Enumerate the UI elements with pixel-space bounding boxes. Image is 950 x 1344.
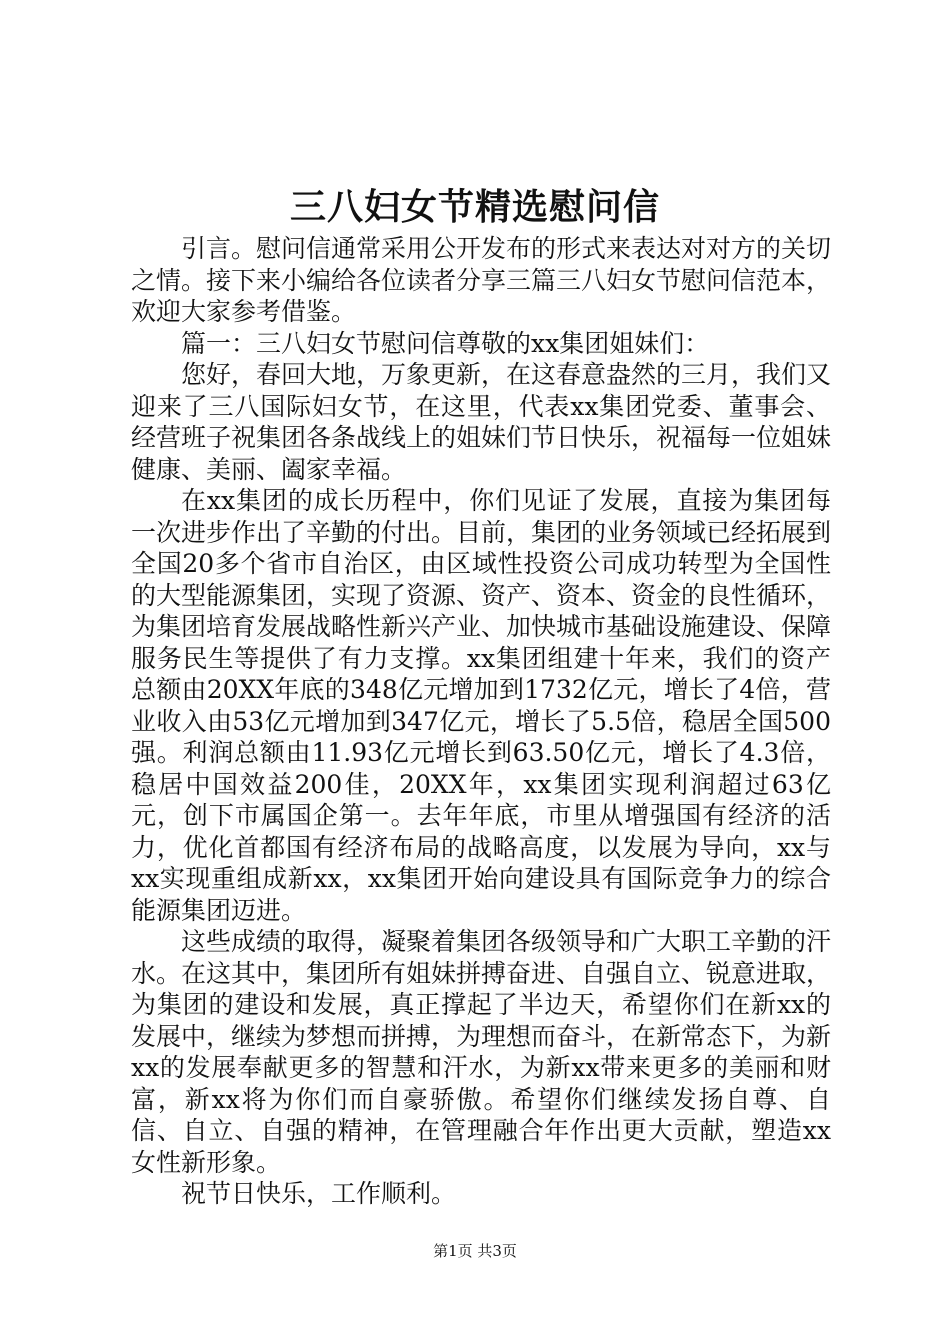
paragraph-appreciation: 这些成绩的取得，凝聚着集团各级领导和广大职工辛勤的汗水。在这其中，集团所有姐妹拼搏奋进、自强自立、锐意进取，为集团的建设和发展，真正撑起了半边天，希望你们在新xx的发展中，继续为梦想而拼搏，为理想而奋斗，在新常态下，为新xx的发展奉献更多的智慧和汗水，为新xx带来更多的美丽和财富，新xx将为你们而自豪骄傲。希望你们继续发扬自尊、自信、自立、自强的精神，在管理融合年作出更大贡献，塑造xx女性新形象。 (131, 927, 832, 1177)
page-number-footer: 第1页 共3页 (433, 1242, 517, 1260)
paragraph-intro: 引言。慰问信通常采用公开发布的形式来表达对对方的关切之情。接下来小编给各位读者分享三篇三八妇女节慰问信范本，欢迎大家参考借鉴。 (131, 234, 832, 326)
paragraph-closing: 祝节日快乐，工作顺利。 (181, 1179, 457, 1208)
document-title: 三八妇女节精选慰问信 (289, 186, 660, 228)
paragraph-letter-heading: 篇一：三八妇女节慰问信尊敬的xx集团姐妹们： (181, 328, 710, 358)
paragraph-greeting: 您好，春回大地，万象更新，在这春意盎然的三月，我们又迎来了三八国际妇女节，在这里，代表xx集团党委、董事会、经营班子祝集团各条战线上的姐妹们节日快乐，祝福每一位姐妹健康、美丽、阖家幸福。 (131, 360, 832, 484)
document-body (131, 233, 831, 1210)
paragraph-achievements: 在xx集团的成长历程中，你们见证了发展，直接为集团每一次进步作出了辛勤的付出。目前，集团的业务领域已经拓展到全国20多个省市自治区，由区域性投资公司成功转型为全国性的大型能源集团，实现了资源、资产、资本、资金的良性循环，为集团培育发展战略性新兴产业、加快城市基础设施建设、保障服务民生等提供了有力支撑。xx集团组建十年来，我们的资产总额由20XX年底的348亿元增加到1732亿元，增长了4倍，营业收入由53亿元增加到347亿元，增长了5.5倍，稳居全国500强。利润总额由11.93亿元增长到63.50亿元，增长了4.3倍，稳居中国效益200佳，20XX年，xx集团实现利润超过63亿元，创下市属国企第一。去年年底，市里从增强国有经济的活力，优化首都国有经济布局的战略高度，以发展为导向，xx与xx实现重组成新xx，xx集团开始向建设具有国际竞争力的综合能源集团迈进。 (131, 486, 832, 925)
